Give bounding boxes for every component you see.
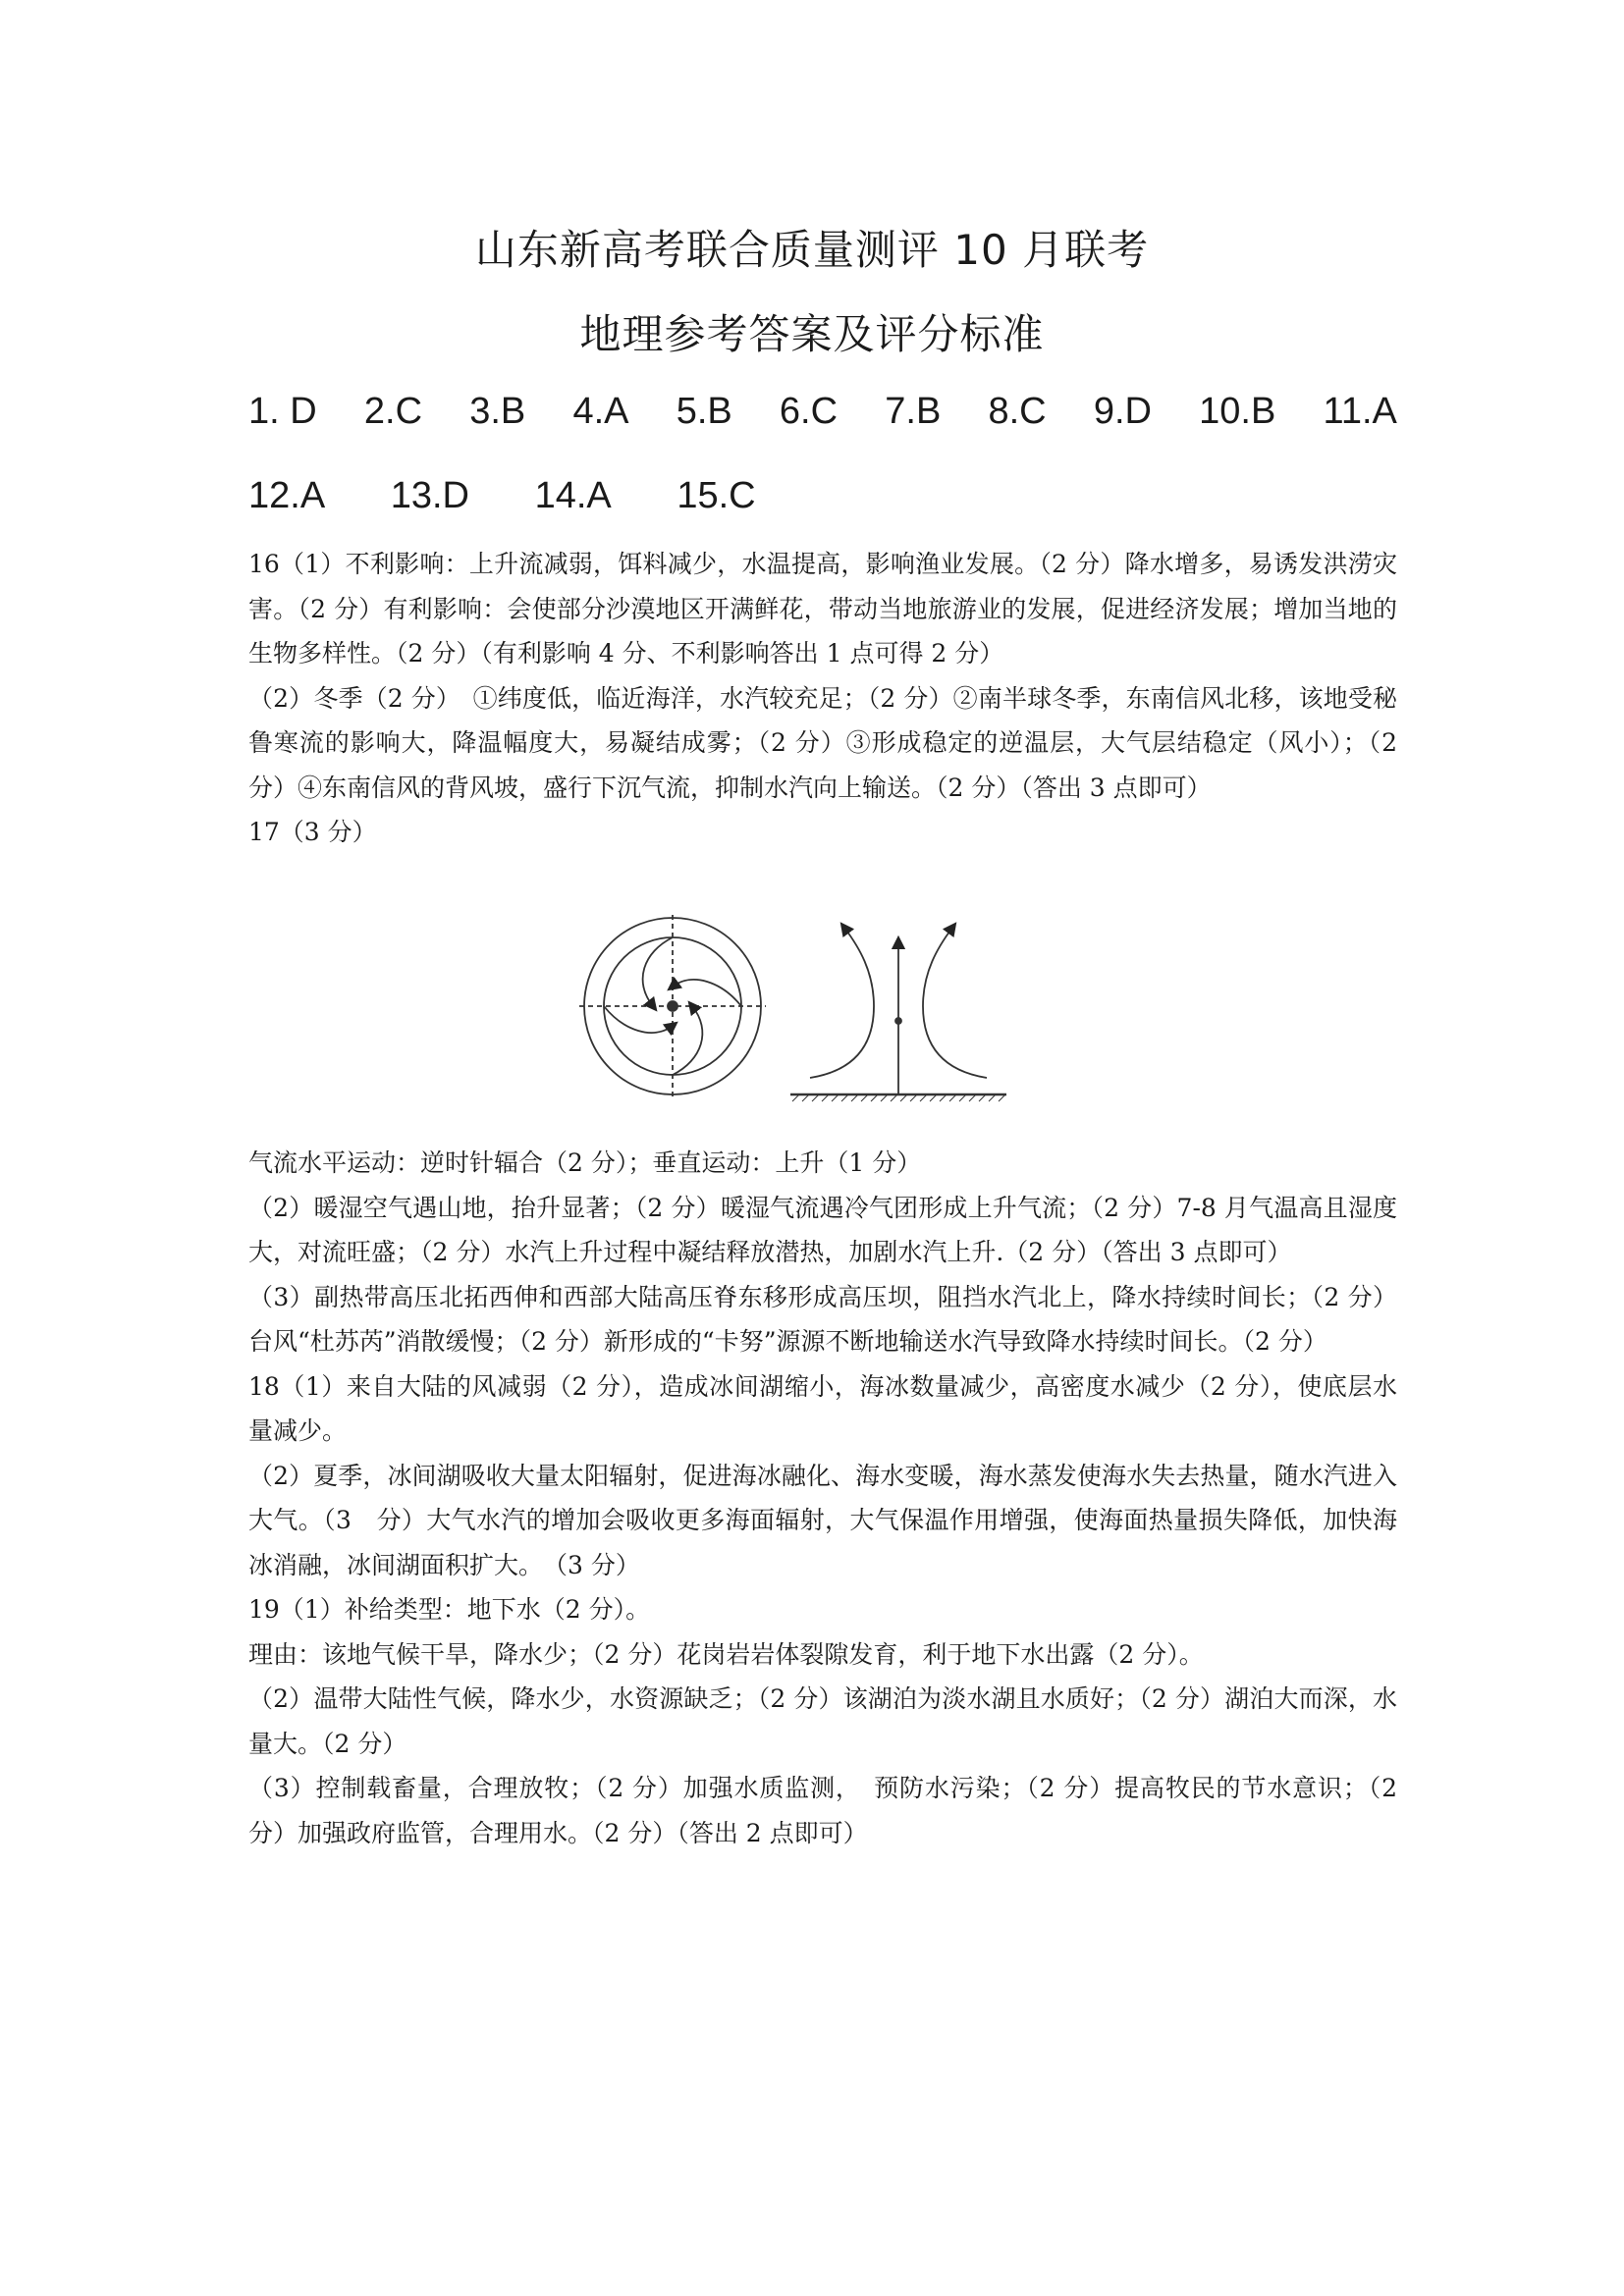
choice-answers-row-1 — [248, 391, 1397, 433]
choice-answer: 1. D — [248, 391, 317, 432]
choice-answer: 11.A — [1323, 391, 1397, 432]
q18-part-2: （2）夏季，冰间湖吸收大量太阳辐射，促进海冰融化、海水变暖，海水蒸发使海水失去热量，随水汽进入大气。（3 分）大气水汽的增加会吸收更多海面辐射，大气保温作用增强，使海面热量损失降低，加快海冰消融，冰间湖面积扩大。 （3 分） — [248, 1461, 1397, 1579]
q19-part-1: 19（1）补给类型：地下水（2 分）。 — [248, 1595, 651, 1624]
airflow-figure — [574, 913, 1085, 1109]
page-title: 山东新高考联合质量测评 10 月联考 — [474, 226, 1150, 274]
q16-part-2: （2）冬季（2 分） ①纬度低，临近海洋，水汽较充足；（2 分）②南半球冬季，东南信风北移，该地受秘鲁寒流的影响大，降温幅度大，易凝结成雾；（2 分）③形成稳定的逆温层，大气层结稳定（风小）；（2 分）④东南信风的背风坡，盛行下沉气流，抑制水汽向上输送。（2 分）（答出 3 点即可） — [248, 683, 1397, 802]
choice-answer: 12.A — [248, 475, 326, 516]
q17-part-3: （3）副热带高压北拓西伸和西部大陆高压脊东移形成高压坝，阻挡水汽北上，降水持续时间长；（2 分）台风“杜苏芮”消散缓慢；（2 分）新形成的“卡努”源源不断地输送水汽导致降水持续时间长。（2 分） — [248, 1282, 1397, 1356]
choice-answer: 2.C — [363, 391, 423, 432]
q17-heading: 17（3 分） — [248, 818, 377, 846]
q17-part-1: 气流水平运动：逆时针辐合（2 分）；垂直运动：上升（1 分） — [248, 1148, 922, 1177]
q18-part-1: 18（1）来自大陆的风减弱（2 分），造成冰间湖缩小，海冰数量减少，高密度水减少（2 分），使底层水量减少。 — [248, 1371, 1397, 1445]
choice-answers-row-2 — [248, 475, 1397, 517]
page-subtitle: 地理参考答案及评分标准 — [579, 310, 1045, 358]
choice-answer: 9.D — [1093, 391, 1152, 432]
q19-part-1-reason: 理由：该地气候干旱，降水少；（2 分）花岗岩岩体裂隙发育，利于地下水出露（2 分）。 — [248, 1639, 1204, 1669]
q19-part-2: （2）温带大陆性气候，降水少，水资源缺乏；（2 分）该湖泊为淡水湖且水质好；（2 分）湖泊大而深，水量大。（2 分） — [248, 1684, 1397, 1758]
question-16-section — [248, 542, 1397, 855]
choice-answer: 14.A — [534, 475, 612, 516]
choice-answer: 13.D — [390, 475, 470, 516]
choice-answer: 4.A — [572, 391, 629, 432]
q19-part-3: （3）控制载畜量，合理放牧；（2 分）加强水质监测， 预防水污染；（2 分）提高牧民的节水意识；（2 分）加强政府监管，合理用水。（2 分）（答出 2 点即可） — [248, 1774, 1397, 1847]
choice-answer: 8.C — [988, 391, 1047, 432]
choice-answer: 7.B — [885, 391, 942, 432]
choice-answer: 6.C — [779, 391, 839, 432]
choice-answer: 3.B — [469, 391, 526, 432]
q17-part-2: （2）暖湿空气遇山地，抬升显著；（2 分）暖湿气流遇冷气团形成上升气流；（2 分）7-8 月气温高且湿度大，对流旺盛；（2 分）水汽上升过程中凝结释放潜热，加剧水汽上升.（2 分）（答出 3 点即可） — [248, 1193, 1397, 1266]
q16-part-1: 16（1）不利影响：上升流减弱，饵料减少，水温提高，影响渔业发展。（2 分）降水增多，易诱发洪涝灾害。（2 分）有利影响：会使部分沙漠地区开满鲜花，带动当地旅游业的发展，促进经济发展；增加当地的生物多样性。（2 分）（有利影响 4 分、不利影响答出 1 点可得 2 分） — [248, 550, 1397, 667]
questions-17-19-section — [248, 1141, 1397, 1855]
horizontal-convergence-diagram — [579, 915, 766, 1097]
choice-answer: 10.B — [1199, 391, 1276, 432]
choice-answer: 5.B — [676, 391, 732, 432]
choice-answer: 15.C — [677, 475, 756, 516]
vertical-updraft-diagram — [790, 928, 1006, 1101]
